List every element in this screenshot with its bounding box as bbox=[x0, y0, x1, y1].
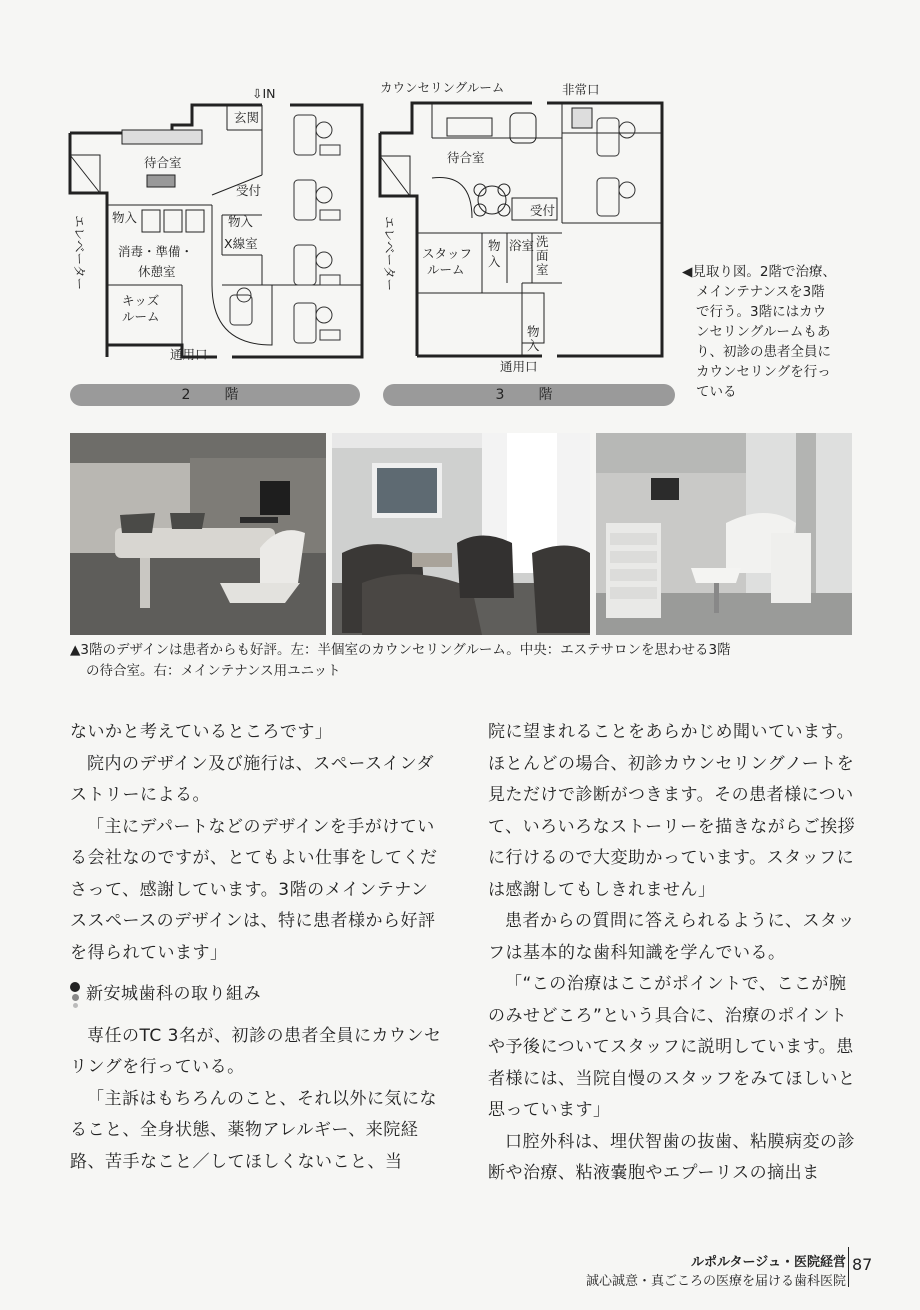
room-storage-2f-b: 物入 bbox=[228, 214, 254, 229]
room-waiting-2f: 待合室 bbox=[144, 155, 182, 170]
room-washroom-1: 洗 bbox=[536, 234, 549, 249]
photo-caption bbox=[70, 640, 870, 682]
photo-caption-line: の待合室。右：メインテナンス用ユニット bbox=[86, 663, 341, 679]
floor-3-label: 3 階 bbox=[495, 387, 563, 403]
paragraph: 「主訴はもちろんのこと、それ以外に気になること、全身状態、薬物アレルギー、来院経路、苦手なこと／してほしくないこと、当 bbox=[70, 1088, 437, 1172]
paragraph: 「主にデパートなどのデザインを手がけている会社なのですが、とてもよい仕事をしてくださって、感謝しています。3階のメインテナンススペースのデザインは、特に患者様から好評を得られています」 bbox=[70, 816, 438, 963]
paragraph: 「“この治療はここがポイントで、ここが腕のみせどころ”という具合に、治療のポイントや予後についてスタッフに説明しています。患者様には、当院自慢のスタッフをみてほしいと思っています」 bbox=[488, 974, 856, 1120]
paragraph: 院内のデザイン及び施行は、スペースインダストリーによる。 bbox=[70, 753, 434, 805]
room-washroom-3: 室 bbox=[536, 262, 549, 277]
caption-line: り、初診の患者全員に bbox=[696, 344, 831, 360]
label-emergency-exit: 非常口 bbox=[562, 82, 600, 97]
caption-line: ている bbox=[696, 384, 737, 400]
room-reception-2f: 受付 bbox=[236, 183, 262, 198]
paragraph: 患者からの質問に答えられるように、スタッフは基本的な歯科知識を学んでいる。 bbox=[488, 911, 855, 963]
right-column bbox=[488, 717, 860, 1190]
room-storage-3f-1: 物 bbox=[488, 238, 501, 253]
floor-plan-caption bbox=[682, 262, 882, 402]
room-waiting-3f: 待合室 bbox=[447, 150, 485, 165]
footer-divider bbox=[848, 1247, 849, 1287]
room-kids-1: キッズ bbox=[122, 293, 160, 308]
room-storage-3f-3: 物 bbox=[527, 324, 540, 339]
elevator-label-2f: エレベーター bbox=[72, 215, 87, 291]
room-storage-3f-4: 入 bbox=[527, 338, 540, 353]
caption-line: メインテナンスを3階 bbox=[696, 284, 825, 300]
label-counseling-room: カウンセリングルーム bbox=[380, 80, 505, 95]
page-number: 87 bbox=[852, 1255, 873, 1274]
floor-plan-3f bbox=[372, 78, 672, 376]
elevator-label-3f: エレベーター bbox=[382, 216, 397, 292]
room-disinfection-1: 消毒・準備・ bbox=[118, 244, 194, 259]
photo-maintenance-unit bbox=[596, 433, 852, 635]
room-washroom-2: 面 bbox=[536, 248, 549, 263]
paragraph: 専任のTC 3名が、初診の患者全員にカウンセリングを行っている。 bbox=[70, 1025, 442, 1077]
paragraph: ないかと考えているところです」 bbox=[70, 722, 333, 742]
paragraph: 口腔外科は、埋伏智歯の抜歯、粘膜病変の診断や治療、粘液嚢胞やエプーリスの摘出ま bbox=[488, 1131, 855, 1183]
room-disinfection-2: 休憩室 bbox=[138, 264, 176, 279]
caption-line: ンセリングルームもあ bbox=[696, 324, 831, 340]
footer-subtitle: 誠心誠意・真ごころの医療を届ける歯科医院 bbox=[585, 1274, 846, 1289]
photo-counseling-room bbox=[70, 433, 326, 635]
photo-caption-line: ▲3階のデザインは患者からも好評。左：半個室のカウンセリングルーム。中央：エステサロンを思わせる3階 bbox=[70, 642, 731, 658]
caption-line: ◀見取り図。2階で治療、 bbox=[682, 264, 836, 280]
room-reception-3f: 受付 bbox=[530, 203, 556, 218]
caption-line: カウンセリングを行っ bbox=[696, 364, 831, 380]
room-staff-1: スタッフ bbox=[422, 246, 473, 261]
photo-waiting-room-3f bbox=[332, 433, 590, 635]
room-service-door-3f: 通用口 bbox=[500, 359, 538, 374]
floor-2-label: 2 階 bbox=[181, 387, 249, 403]
room-staff-2: ルーム bbox=[427, 262, 465, 277]
bullet-dots-icon bbox=[70, 981, 80, 1009]
left-column bbox=[70, 717, 442, 1178]
room-service-door-2f: 通用口 bbox=[170, 347, 208, 362]
room-xray: X線室 bbox=[224, 236, 258, 251]
room-storage-3f-2: 入 bbox=[488, 254, 501, 269]
floor-plan-2f bbox=[62, 85, 372, 375]
footer-section: ルポルタージュ・医院経営 bbox=[691, 1255, 846, 1270]
entrance-in-label: ⇩IN bbox=[252, 86, 276, 101]
floor-2-bar bbox=[70, 384, 360, 406]
caption-line: で行う。3階にはカウ bbox=[696, 304, 827, 320]
section-heading bbox=[70, 979, 442, 1011]
room-entrance: 玄関 bbox=[234, 110, 260, 125]
room-kids-2: ルーム bbox=[122, 309, 160, 324]
room-storage-2f: 物入 bbox=[112, 210, 138, 225]
room-bath: 浴室 bbox=[509, 238, 535, 253]
paragraph: 院に望まれることをあらかじめ聞いています。ほとんどの場合、初診カウンセリングノートを見ただけで診断がつきます。その患者様について、いろいろなストーリーを描きながらご挨拶に行けるので大変助かっています。スタッフには感謝してもしきれません」 bbox=[488, 722, 856, 900]
floor-3-bar bbox=[383, 384, 675, 406]
section-heading-text: 新安城歯科の取り組み bbox=[86, 984, 261, 1004]
